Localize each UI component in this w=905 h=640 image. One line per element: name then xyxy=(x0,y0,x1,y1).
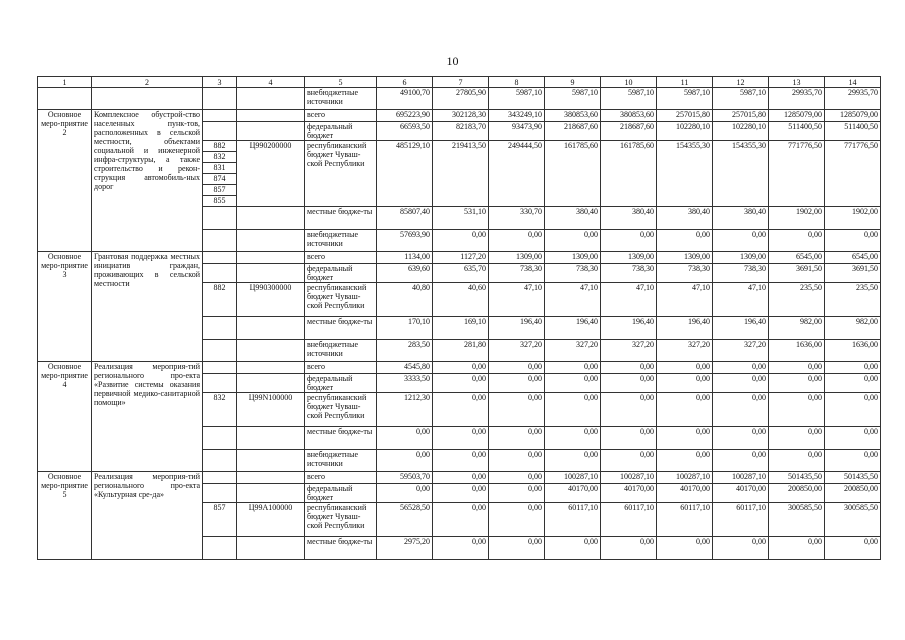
value-cell: 0,00 xyxy=(545,427,601,450)
value-cell: 695223,90 xyxy=(377,110,433,122)
value-cell: 196,40 xyxy=(713,317,769,340)
funding-source: республиканский бюджет Чуваш-ской Республики xyxy=(305,283,377,317)
column-number: 11 xyxy=(657,77,713,88)
value-cell: 40170,00 xyxy=(545,484,601,503)
value-cell: 511400,50 xyxy=(825,122,881,141)
value-cell: 0,00 xyxy=(769,230,825,252)
measure-label: Основное меро-приятие 3 xyxy=(38,252,92,362)
value-cell: 49100,70 xyxy=(377,88,433,110)
value-cell: 47,10 xyxy=(657,283,713,317)
value-cell: 0,00 xyxy=(433,230,489,252)
value-cell: 0,00 xyxy=(489,427,545,450)
funding-source: местные бюдже-ты xyxy=(305,317,377,340)
header-row xyxy=(38,77,881,88)
measure-name: Реализация мероприя-тий регионального про-екта «Развитие системы оказания первичной медико-санитарной помощи» xyxy=(92,362,203,472)
value-cell: 0,00 xyxy=(657,427,713,450)
value-cell: 327,20 xyxy=(489,340,545,362)
value-cell: 170,10 xyxy=(377,317,433,340)
grbs-codes xyxy=(203,141,237,207)
value-cell: 2975,20 xyxy=(377,537,433,560)
value-cell: 0,00 xyxy=(545,230,601,252)
value-cell: 196,40 xyxy=(657,317,713,340)
value-cell: 1902,00 xyxy=(825,207,881,230)
value-cell: 0,00 xyxy=(601,230,657,252)
value-cell: 0,00 xyxy=(489,537,545,560)
value-cell: 771776,50 xyxy=(769,141,825,207)
value-cell: 0,00 xyxy=(489,450,545,472)
measure-label: Основное меро-приятие 5 xyxy=(38,472,92,560)
target-article-code: Ц99N100000 xyxy=(237,393,305,427)
empty-cell xyxy=(203,362,237,374)
column-number: 1 xyxy=(38,77,92,88)
budget-table xyxy=(37,76,881,560)
value-cell: 4545,80 xyxy=(377,362,433,374)
value-cell: 218687,60 xyxy=(601,122,657,141)
value-cell: 0,00 xyxy=(657,393,713,427)
value-cell: 738,30 xyxy=(713,264,769,283)
measure-name: Комплексное обустрой-ство населенных пунк-тов, расположенных в сельской местности, объектами социальной и инженерной инфра-структуры, а также строительство и рекон-струкция автомобиль-ных дорог xyxy=(92,110,203,252)
value-cell: 154355,30 xyxy=(657,141,713,207)
value-cell: 0,00 xyxy=(433,503,489,537)
value-cell: 0,00 xyxy=(545,393,601,427)
value-cell: 57693,90 xyxy=(377,230,433,252)
funding-source: местные бюдже-ты xyxy=(305,537,377,560)
empty-cell xyxy=(237,537,305,560)
value-cell: 47,10 xyxy=(545,283,601,317)
value-cell: 0,00 xyxy=(489,393,545,427)
value-cell: 738,30 xyxy=(545,264,601,283)
grbs-code: 832 xyxy=(203,152,236,163)
value-cell: 1285079,00 xyxy=(769,110,825,122)
value-cell: 0,00 xyxy=(713,362,769,374)
value-cell: 6545,00 xyxy=(825,252,881,264)
value-cell: 29935,70 xyxy=(825,88,881,110)
value-cell: 0,00 xyxy=(657,374,713,393)
column-number: 10 xyxy=(601,77,657,88)
target-article-code: Ц990300000 xyxy=(237,283,305,317)
value-cell: 82183,70 xyxy=(433,122,489,141)
value-cell: 327,20 xyxy=(601,340,657,362)
value-cell: 47,10 xyxy=(601,283,657,317)
value-cell: 380853,60 xyxy=(545,110,601,122)
value-cell: 0,00 xyxy=(713,393,769,427)
value-cell: 738,30 xyxy=(601,264,657,283)
column-number: 9 xyxy=(545,77,601,88)
value-cell: 771776,50 xyxy=(825,141,881,207)
table-row xyxy=(38,110,881,122)
value-cell: 380,40 xyxy=(713,207,769,230)
value-cell: 0,00 xyxy=(545,450,601,472)
funding-source: внебюджетные источники xyxy=(305,230,377,252)
column-number: 13 xyxy=(769,77,825,88)
funding-source: местные бюдже-ты xyxy=(305,207,377,230)
value-cell: 102280,10 xyxy=(713,122,769,141)
value-cell: 200850,00 xyxy=(825,484,881,503)
funding-source: федеральный бюджет xyxy=(305,484,377,503)
empty-cell xyxy=(237,317,305,340)
value-cell: 1212,30 xyxy=(377,393,433,427)
value-cell: 327,20 xyxy=(713,340,769,362)
empty-cell xyxy=(237,110,305,122)
measure-name: Реализация мероприя-тий регионального про-екта «Культурная сре-да» xyxy=(92,472,203,560)
value-cell: 380853,60 xyxy=(601,110,657,122)
empty-cell xyxy=(38,88,92,110)
value-cell: 0,00 xyxy=(713,374,769,393)
empty-cell xyxy=(203,537,237,560)
column-number: 6 xyxy=(377,77,433,88)
funding-source: всего xyxy=(305,252,377,264)
value-cell: 300585,50 xyxy=(825,503,881,537)
value-cell: 511400,50 xyxy=(769,122,825,141)
value-cell: 982,00 xyxy=(825,317,881,340)
value-cell: 1902,00 xyxy=(769,207,825,230)
value-cell: 0,00 xyxy=(825,537,881,560)
value-cell: 327,20 xyxy=(657,340,713,362)
value-cell: 3691,50 xyxy=(825,264,881,283)
table-row xyxy=(38,472,881,484)
value-cell: 0,00 xyxy=(769,537,825,560)
empty-cell xyxy=(203,317,237,340)
grbs-code: 857 xyxy=(203,503,237,537)
value-cell: 485129,10 xyxy=(377,141,433,207)
value-cell: 47,10 xyxy=(489,283,545,317)
value-cell: 327,20 xyxy=(545,340,601,362)
funding-source: республиканский бюджет Чуваш-ской Республики xyxy=(305,393,377,427)
value-cell: 59503,70 xyxy=(377,472,433,484)
value-cell: 0,00 xyxy=(713,427,769,450)
empty-cell xyxy=(237,362,305,374)
value-cell: 218687,60 xyxy=(545,122,601,141)
value-cell: 1636,00 xyxy=(769,340,825,362)
value-cell: 738,30 xyxy=(489,264,545,283)
value-cell: 0,00 xyxy=(601,450,657,472)
value-cell: 0,00 xyxy=(433,374,489,393)
value-cell: 0,00 xyxy=(713,537,769,560)
empty-cell xyxy=(203,110,237,122)
grbs-code: 855 xyxy=(213,196,226,205)
value-cell: 1309,00 xyxy=(489,252,545,264)
empty-cell xyxy=(203,472,237,484)
value-cell: 0,00 xyxy=(433,484,489,503)
value-cell: 1309,00 xyxy=(657,252,713,264)
empty-cell xyxy=(203,230,237,252)
value-cell: 0,00 xyxy=(489,374,545,393)
value-cell: 0,00 xyxy=(713,450,769,472)
value-cell: 235,50 xyxy=(769,283,825,317)
value-cell: 0,00 xyxy=(657,537,713,560)
value-cell: 5987,10 xyxy=(489,88,545,110)
value-cell: 161785,60 xyxy=(601,141,657,207)
value-cell: 1309,00 xyxy=(713,252,769,264)
value-cell: 738,30 xyxy=(657,264,713,283)
value-cell: 0,00 xyxy=(489,230,545,252)
funding-source: внебюджетные источники xyxy=(305,450,377,472)
empty-cell xyxy=(237,207,305,230)
value-cell: 1134,00 xyxy=(377,252,433,264)
value-cell: 40,60 xyxy=(433,283,489,317)
value-cell: 257015,80 xyxy=(713,110,769,122)
value-cell: 531,10 xyxy=(433,207,489,230)
empty-cell xyxy=(237,427,305,450)
value-cell: 0,00 xyxy=(601,393,657,427)
value-cell: 29935,70 xyxy=(769,88,825,110)
page-number: 10 xyxy=(446,54,459,68)
funding-source: всего xyxy=(305,362,377,374)
table-row xyxy=(38,252,881,264)
value-cell: 102280,10 xyxy=(657,122,713,141)
measure-label: Основное меро-приятие 4 xyxy=(38,362,92,472)
value-cell: 161785,60 xyxy=(545,141,601,207)
grbs-code: 882 xyxy=(203,141,236,152)
value-cell: 639,60 xyxy=(377,264,433,283)
value-cell: 40170,00 xyxy=(601,484,657,503)
value-cell: 249444,50 xyxy=(489,141,545,207)
value-cell: 1309,00 xyxy=(601,252,657,264)
value-cell: 0,00 xyxy=(657,450,713,472)
value-cell: 0,00 xyxy=(433,427,489,450)
value-cell: 380,40 xyxy=(601,207,657,230)
value-cell: 1309,00 xyxy=(545,252,601,264)
value-cell: 93473,90 xyxy=(489,122,545,141)
grbs-code: 831 xyxy=(203,163,236,174)
value-cell: 0,00 xyxy=(545,362,601,374)
empty-cell xyxy=(237,340,305,362)
empty-cell xyxy=(203,122,237,141)
empty-cell xyxy=(203,374,237,393)
value-cell: 0,00 xyxy=(713,230,769,252)
empty-cell xyxy=(237,484,305,503)
value-cell: 0,00 xyxy=(377,450,433,472)
value-cell: 0,00 xyxy=(545,374,601,393)
value-cell: 3691,50 xyxy=(769,264,825,283)
value-cell: 100287,10 xyxy=(713,472,769,484)
value-cell: 0,00 xyxy=(769,450,825,472)
value-cell: 281,80 xyxy=(433,340,489,362)
value-cell: 235,50 xyxy=(825,283,881,317)
value-cell: 196,40 xyxy=(545,317,601,340)
funding-source: федеральный бюджет xyxy=(305,264,377,283)
value-cell: 0,00 xyxy=(489,362,545,374)
grbs-code: 882 xyxy=(203,283,237,317)
value-cell: 330,70 xyxy=(489,207,545,230)
value-cell: 0,00 xyxy=(489,484,545,503)
value-cell: 47,10 xyxy=(713,283,769,317)
value-cell: 0,00 xyxy=(825,393,881,427)
empty-cell xyxy=(237,264,305,283)
value-cell: 283,50 xyxy=(377,340,433,362)
value-cell: 0,00 xyxy=(489,472,545,484)
empty-cell xyxy=(237,252,305,264)
empty-cell xyxy=(237,88,305,110)
table-row xyxy=(38,88,881,110)
value-cell: 219413,50 xyxy=(433,141,489,207)
grbs-code: 832 xyxy=(203,393,237,427)
value-cell: 1127,20 xyxy=(433,252,489,264)
value-cell: 169,10 xyxy=(433,317,489,340)
value-cell: 100287,10 xyxy=(657,472,713,484)
funding-source: федеральный бюджет xyxy=(305,374,377,393)
value-cell: 0,00 xyxy=(769,427,825,450)
empty-cell xyxy=(203,88,237,110)
empty-cell xyxy=(237,230,305,252)
value-cell: 0,00 xyxy=(657,362,713,374)
value-cell: 5987,10 xyxy=(657,88,713,110)
empty-cell xyxy=(203,252,237,264)
funding-source: всего xyxy=(305,472,377,484)
value-cell: 982,00 xyxy=(769,317,825,340)
value-cell: 196,40 xyxy=(489,317,545,340)
value-cell: 60117,10 xyxy=(601,503,657,537)
value-cell: 0,00 xyxy=(545,537,601,560)
funding-source: республиканский бюджет Чуваш-ской Республики xyxy=(305,141,377,207)
measure-label: Основное меро-приятие 2 xyxy=(38,110,92,252)
value-cell: 0,00 xyxy=(377,427,433,450)
value-cell: 56528,50 xyxy=(377,503,433,537)
value-cell: 200850,00 xyxy=(769,484,825,503)
column-number: 12 xyxy=(713,77,769,88)
value-cell: 85807,40 xyxy=(377,207,433,230)
grbs-code: 874 xyxy=(203,174,236,185)
value-cell: 0,00 xyxy=(769,362,825,374)
value-cell: 300585,50 xyxy=(769,503,825,537)
funding-source: республиканский бюджет Чуваш-ской Республики xyxy=(305,503,377,537)
value-cell: 0,00 xyxy=(825,427,881,450)
value-cell: 40,80 xyxy=(377,283,433,317)
funding-source: всего xyxy=(305,110,377,122)
value-cell: 0,00 xyxy=(433,450,489,472)
value-cell: 0,00 xyxy=(825,374,881,393)
value-cell: 0,00 xyxy=(489,503,545,537)
column-number: 8 xyxy=(489,77,545,88)
value-cell: 0,00 xyxy=(769,393,825,427)
value-cell: 27805,90 xyxy=(433,88,489,110)
value-cell: 501435,50 xyxy=(769,472,825,484)
empty-cell xyxy=(203,484,237,503)
value-cell: 0,00 xyxy=(601,537,657,560)
value-cell: 66593,50 xyxy=(377,122,433,141)
value-cell: 302128,30 xyxy=(433,110,489,122)
column-number: 2 xyxy=(92,77,203,88)
target-article-code: Ц99A100000 xyxy=(237,503,305,537)
value-cell: 40170,00 xyxy=(657,484,713,503)
funding-source: внебюджетные источники xyxy=(305,340,377,362)
empty-cell xyxy=(203,340,237,362)
column-number: 4 xyxy=(237,77,305,88)
value-cell: 0,00 xyxy=(433,537,489,560)
value-cell: 0,00 xyxy=(657,230,713,252)
measure-name: Грантовая поддержка местных инициатив граждан, проживающих в сельской местности xyxy=(92,252,203,362)
empty-cell xyxy=(203,264,237,283)
value-cell: 0,00 xyxy=(601,362,657,374)
value-cell: 196,40 xyxy=(601,317,657,340)
value-cell: 100287,10 xyxy=(601,472,657,484)
value-cell: 635,70 xyxy=(433,264,489,283)
value-cell: 0,00 xyxy=(433,472,489,484)
value-cell: 0,00 xyxy=(433,362,489,374)
value-cell: 154355,30 xyxy=(713,141,769,207)
funding-source: местные бюдже-ты xyxy=(305,427,377,450)
column-number: 7 xyxy=(433,77,489,88)
value-cell: 60117,10 xyxy=(713,503,769,537)
value-cell: 257015,80 xyxy=(657,110,713,122)
value-cell: 5987,10 xyxy=(601,88,657,110)
value-cell: 0,00 xyxy=(377,484,433,503)
empty-cell xyxy=(237,374,305,393)
value-cell: 0,00 xyxy=(825,450,881,472)
value-cell: 100287,10 xyxy=(545,472,601,484)
empty-cell xyxy=(203,207,237,230)
value-cell: 40170,00 xyxy=(713,484,769,503)
column-number: 14 xyxy=(825,77,881,88)
grbs-code: 857 xyxy=(203,185,236,196)
value-cell: 3333,50 xyxy=(377,374,433,393)
value-cell: 343249,10 xyxy=(489,110,545,122)
funding-source: федеральный бюджет xyxy=(305,122,377,141)
value-cell: 380,40 xyxy=(657,207,713,230)
empty-cell xyxy=(203,427,237,450)
value-cell: 0,00 xyxy=(825,362,881,374)
value-cell: 380,40 xyxy=(545,207,601,230)
table-row xyxy=(38,362,881,374)
value-cell: 0,00 xyxy=(825,230,881,252)
target-article-code: Ц990200000 xyxy=(237,141,305,207)
empty-cell xyxy=(92,88,203,110)
column-number: 5 xyxy=(305,77,377,88)
value-cell: 0,00 xyxy=(601,374,657,393)
value-cell: 60117,10 xyxy=(545,503,601,537)
value-cell: 0,00 xyxy=(433,393,489,427)
column-number: 3 xyxy=(203,77,237,88)
empty-cell xyxy=(203,450,237,472)
funding-source: внебюджетные источники xyxy=(305,88,377,110)
value-cell: 5987,10 xyxy=(545,88,601,110)
value-cell: 1285079,00 xyxy=(825,110,881,122)
value-cell: 0,00 xyxy=(601,427,657,450)
empty-cell xyxy=(237,450,305,472)
empty-cell xyxy=(237,122,305,141)
value-cell: 5987,10 xyxy=(713,88,769,110)
value-cell: 501435,50 xyxy=(825,472,881,484)
value-cell: 1636,00 xyxy=(825,340,881,362)
value-cell: 0,00 xyxy=(769,374,825,393)
empty-cell xyxy=(237,472,305,484)
value-cell: 60117,10 xyxy=(657,503,713,537)
value-cell: 6545,00 xyxy=(769,252,825,264)
